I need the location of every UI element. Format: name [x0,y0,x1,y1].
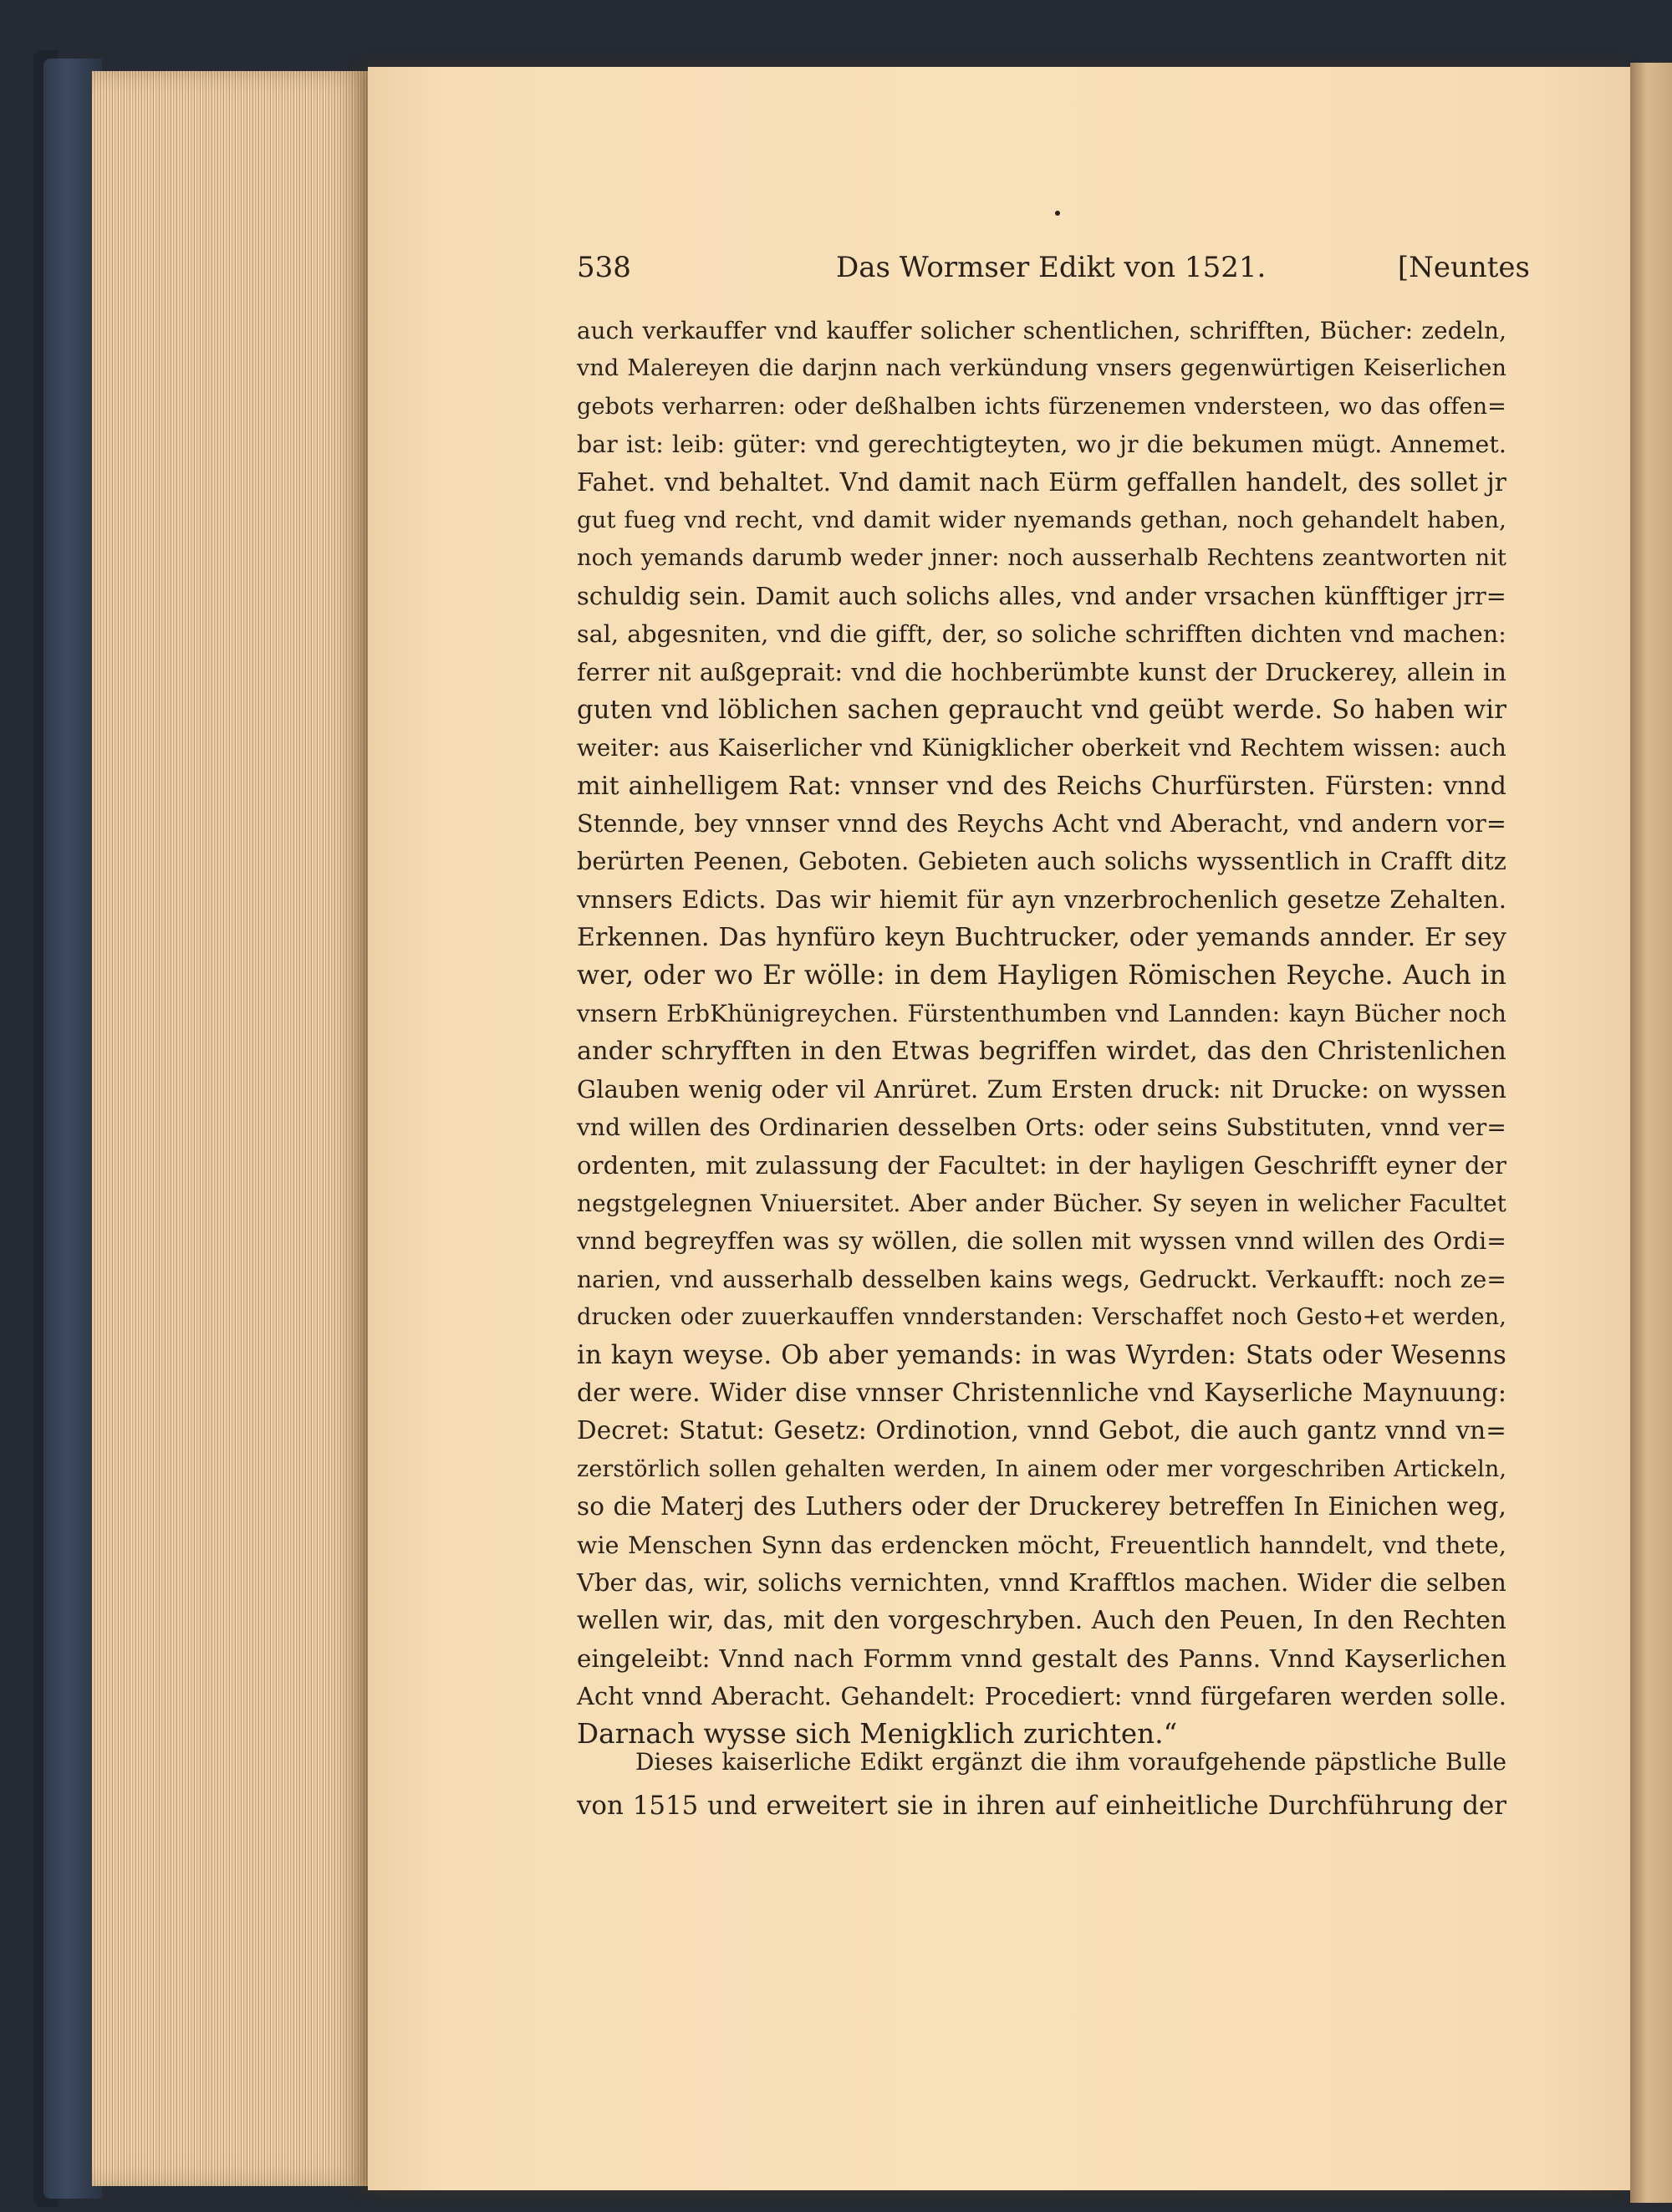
ink-speck [1055,211,1060,216]
text-line: ferrer nit außgeprait: vnd die hochberümbte kunst der Druckerey, allein in [577,657,1506,686]
text-line: der were. Wider dise vnnser Christennliche vnd Kayserliche Maynuung: [577,1378,1506,1408]
text-line: Stennde, bey vnnser vnnd des Reychs Acht vnd Aberacht, vnd andern vor= [577,809,1506,838]
text-line: sal, abgesniten, vnd die gifft, der, so soliche schrifften dichten vnd machen: [577,620,1506,649]
text-line: weiter: aus Kaiserlicher vnd Künigklicher oberkeit vnd Rechtem wissen: auch [577,734,1506,762]
text-line: narien, vnd ausserhalb desselben kains wegs, Gedruckt. Verkaufft: noch ze= [577,1265,1506,1293]
text-line: gut fueg vnd recht, vnd damit wider nyemands gethan, noch gehandelt haben, [577,507,1506,533]
text-line: negstgelegnen Vniuersitet. Aber ander Bücher. Sy seyen in welicher Facultet [577,1189,1506,1217]
text-line: Darnach wysse sich Menigklich zurichten.“ [577,1718,1178,1751]
text-line: wer, oder wo Er wölle: in dem Hayligen Römischen Reyche. Auch in [577,960,1506,991]
text-line: Glauben wenig oder vil Anrüret. Zum Ersten druck: nit Drucke: on wyssen [577,1074,1506,1103]
section-label: [Neuntes [1397,251,1530,284]
text-line: Fahet. vnd behaltet. Vnd damit nach Eürm geffallen handelt, des sollet jr [577,467,1506,497]
text-line: Decret: Statut: Gesetz: Ordinotion, vnnd Gebot, die auch gantz vnnd vn= [577,1416,1506,1445]
text-line: Vber das, wir, solichs vernichten, vnnd Krafftlos machen. Wider die selben [577,1567,1506,1597]
text-line: vnd Malereyen die darjnn nach verkündung vnsers gegenwürtigen Keiserlichen [577,355,1506,382]
text-line: vnsern ErbKhünigreychen. Fürstenthumben vnd Lannden: kayn Bücher noch [577,1000,1506,1028]
running-title: Das Wormser Edikt von 1521. [836,251,1267,284]
text-line: vnnsers Edicts. Das wir hiemit für ayn vnzerbrochenlich gesetze Zehalten. [577,884,1506,914]
text-line: drucken oder zuuerkauffen vnnderstanden: Verschaffet noch Gesto+et werden, [577,1304,1506,1331]
text-line: Dieses kaiserliche Edikt ergänzt die ihm voraufgehende päpstliche Bulle [635,1748,1506,1776]
text-line: ander schryfften in den Etwas begriffen wirdet, das den Christenlichen [577,1037,1506,1067]
text-line: ordenten, mit zulassung der Facultet: in der hayligen Geschrifft eyner der [577,1150,1506,1180]
text-line: eingeleibt: Vnnd nach Formm vnnd gestalt des Panns. Vnnd Kayserlichen [577,1644,1506,1673]
text-line: auch verkauffer vnd kauffer solicher schentlichen, schrifften, Bücher: zedeln, [577,317,1506,344]
running-header [577,251,1530,293]
text-line: Acht vnnd Aberacht. Gehandelt: Procediert: vnnd fürgefaren werden solle. [577,1682,1506,1711]
text-line: gebots verharren: oder deßhalben ichts fürzenemen vndersteen, wo das offen= [577,393,1506,420]
text-line: guten vnd löblichen sachen gepraucht vnd geübt werde. So haben wir [577,694,1506,725]
page-edges [92,71,368,2186]
quoted-edict-text [577,312,1506,1754]
text-line: Erkennen. Das hynfüro keyn Buchtrucker, oder yemands annder. Er sey [577,923,1506,953]
text-line: zerstörlich sollen gehalten werden, In ainem oder mer vorgeschriben Artickeln, [577,1455,1506,1482]
text-line: noch yemands darumb weder jnner: noch ausserhalb Rechtens zeantworten nit [577,545,1506,572]
page-number: 538 [577,251,631,284]
commentary-paragraph [577,1741,1506,1827]
text-line: von 1515 und erweitert sie in ihren auf einheitliche Durchführung der [577,1791,1506,1821]
text-line: in kayn weyse. Ob aber yemands: in was Wyrden: Stats oder Wesenns [577,1339,1506,1370]
text-line: schuldig sein. Damit auch solichs alles, vnd ander vrsachen künfftiger jrr= [577,581,1506,610]
text-line: vnd willen des Ordinarien desselben Orts: oder seins Substituten, vnnd ver= [577,1114,1506,1142]
text-line: bar ist: leib: güter: vnd gerechtigteyten, wo jr die bekumen mügt. Annemet. [577,431,1506,459]
facing-page-edge [1630,63,1672,2203]
text-line: mit ainhelligem Rat: vnnser vnd des Reichs Churfürsten. Fürsten: vnnd [577,771,1506,801]
text-line: wellen wir, das, mit den vorgeschryben. Auch den Peuen, In den Rechten [577,1606,1506,1635]
text-line: vnnd begreyffen was sy wöllen, die sollen mit wyssen vnnd willen des Ordi= [577,1227,1506,1256]
text-line: berürten Peenen, Geboten. Gebieten auch solichs wyssentlich in Crafft ditz [577,847,1506,876]
text-line: wie Menschen Synn das erdencken möcht, Freuentlich hanndelt, vnd thete, [577,1531,1506,1559]
text-line: so die Materj des Luthers oder der Druckerey betreffen In Einichen weg, [577,1492,1506,1521]
